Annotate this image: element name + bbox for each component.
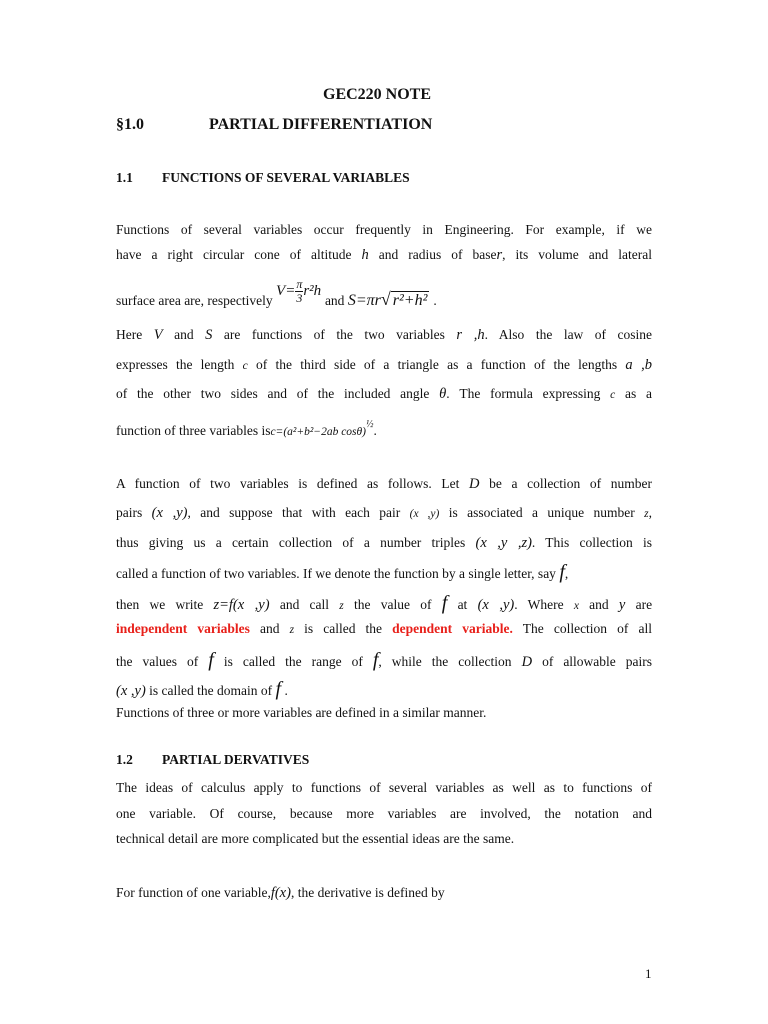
paragraph-line: called a function of two variables. If we denote the function by a single letter, say f, (116, 561, 569, 583)
paragraph-line: thus giving us a certain collection of a number triples (x ,y ,z). This collection is (116, 535, 652, 551)
paragraph-line: function of three variables isc=(a²+b²−2ab cosθ)$^{\frac{1}{2}}$. (116, 419, 377, 438)
math-r: r (496, 247, 503, 263)
paragraph-line: then we write z=f(x ,y) and call z the value of f at (x ,y). Where x and y are (116, 592, 653, 614)
paragraph-line: Here V and S are functions of the two variables r ,h. Also the law of cosine (116, 327, 653, 343)
subsection-title: PARTIAL DERVATIVES (162, 752, 310, 767)
paragraph-line: one variable. Of course, because more variables are involved, the notation and (116, 806, 652, 821)
section-title: PARTIAL DIFFERENTIATION (209, 116, 433, 133)
paragraph-line: pairs (x ,y), and suppose that with each pair (x ,y) is associated a unique number z, (116, 505, 653, 521)
paragraph-line: (x ,y) is called the domain of f . (116, 678, 288, 700)
page-number: 1 (645, 966, 652, 981)
paragraph-line: Functions of three or more variables are defined in a similar manner. (116, 705, 487, 720)
math-h: h (361, 247, 369, 263)
paragraph-line: For function of one variable,f(x), the derivative is defined by (116, 885, 445, 901)
subsection-number: 1.1 (116, 170, 133, 185)
paragraph-line: The ideas of calculus apply to functions of several variables as well as to functions of (116, 780, 652, 795)
paragraph-line: surface area are, respectively V= $\frac{\pi}{3}$ r²h and S=πr√ r²+h² . (116, 277, 437, 309)
cosine-law-formula: c=(a²+b²−2ab cosθ) (270, 426, 366, 438)
paragraph-line: expresses the length c of the third side of a triangle as a function of the lengths a ,b (116, 357, 653, 373)
highlight-independent: independent variables (116, 621, 250, 636)
section-number: §1.0 (116, 116, 144, 133)
subsection-number: 1.2 (116, 752, 133, 767)
document-title: GEC220 NOTE (323, 86, 432, 103)
paragraph-line: independent variables and z is called the dependent variable. The collection of all (116, 621, 652, 636)
paragraph-line: have a right circular cone of altitude h and radius of baser, its volume and lateral (116, 247, 653, 263)
paragraph-line: of the other two sides and of the included angle θ. The formula expressing c as a (116, 386, 652, 402)
paragraph-line: Functions of several variables occur frequently in Engineering. For example, if we (116, 222, 652, 237)
volume-formula: V= $\frac{\pi}{3}$ r²h (276, 277, 322, 306)
highlight-dependent: dependent variable. (392, 621, 513, 636)
paragraph-line: the values of f is called the range of f, while the collection D of allowable pairs (116, 649, 653, 671)
paragraph-line: technical detail are more complicated but the essential ideas are the same. (116, 831, 515, 846)
subsection-title: FUNCTIONS OF SEVERAL VARIABLES (162, 170, 410, 185)
surface-formula: S=πr√ r²+h² (347, 289, 428, 309)
paragraph-line: A function of two variables is defined as follows. Let D be a collection of number (116, 476, 653, 492)
